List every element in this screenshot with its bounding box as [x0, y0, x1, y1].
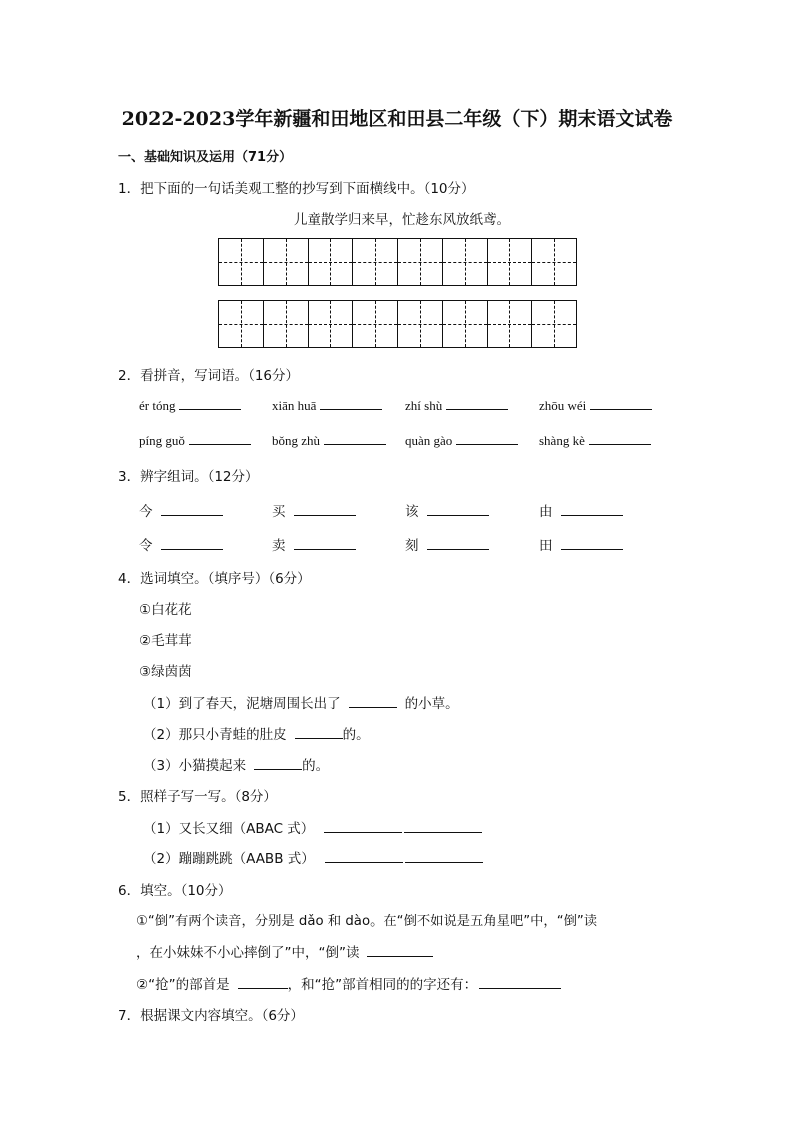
answer-line[interactable] — [456, 443, 518, 445]
char-item: 卖 — [272, 534, 356, 554]
char-item: 刻 — [405, 534, 489, 554]
answer-line[interactable] — [479, 987, 561, 989]
question-3-label: 3．辨字组词。（12分） — [118, 469, 259, 485]
fill-sentence-2: （2）那只小青蛙的肚皮 的。 — [143, 727, 370, 743]
pinyin-item: quàn gào — [405, 433, 518, 449]
answer-line[interactable] — [295, 737, 343, 739]
char-item: 令 — [139, 534, 223, 554]
pinyin-item: zhí shù — [405, 398, 508, 414]
example-1: （1）又长又细（ABAC 式） — [143, 817, 482, 837]
option-3: ③绿茵茵 — [139, 664, 192, 680]
answer-line[interactable] — [561, 548, 623, 550]
option-1: ①白花花 — [139, 602, 192, 618]
question-2-label: 2．看拼音，写词语。（16分） — [118, 368, 300, 384]
answer-line[interactable] — [349, 706, 397, 708]
char-item: 买 — [272, 500, 356, 520]
question-1-label: 1．把下面的一句话美观工整的抄写到下面横线中。（10分） — [118, 181, 475, 197]
answer-line[interactable] — [189, 443, 251, 445]
fill-sentence-1: （1）到了春天，泥塘周围长出了 的小草。 — [143, 696, 459, 712]
answer-line[interactable] — [294, 548, 356, 550]
answer-line[interactable] — [320, 408, 382, 410]
page-title: 2022-2023学年新疆和田地区和田县二年级（下）期末语文试卷 — [121, 108, 673, 130]
pinyin-item: bǒng zhù — [272, 433, 386, 449]
section-heading: 一、基础知识及运用（71分） — [118, 150, 293, 165]
answer-line[interactable] — [367, 955, 433, 957]
answer-line[interactable] — [324, 443, 386, 445]
answer-line[interactable] — [324, 831, 402, 833]
question-7-label: 7．根据课文内容填空。（6分） — [118, 1008, 304, 1024]
answer-line[interactable] — [561, 514, 623, 516]
question-5-label: 5．照样子写一写。（8分） — [118, 789, 277, 805]
answer-line[interactable] — [238, 987, 288, 989]
answer-line[interactable] — [590, 408, 652, 410]
writing-grid-1[interactable] — [218, 238, 577, 286]
pinyin-item: ér tóng — [139, 398, 241, 414]
pinyin-item: píng guǒ — [139, 433, 251, 449]
pinyin-item: shàng kè — [539, 433, 651, 449]
answer-line[interactable] — [179, 408, 241, 410]
answer-line[interactable] — [161, 514, 223, 516]
answer-line[interactable] — [254, 768, 302, 770]
answer-line[interactable] — [589, 443, 651, 445]
pinyin-item: zhōu wéi — [539, 398, 652, 414]
fill-line-2: ，在小妹妹不小心摔倒了”中，“倒”读 — [136, 941, 433, 961]
answer-line[interactable] — [325, 861, 403, 863]
pinyin-item: xiān huā — [272, 398, 382, 414]
char-item: 该 — [405, 500, 489, 520]
answer-line[interactable] — [446, 408, 508, 410]
answer-line[interactable] — [427, 548, 489, 550]
fill-line-1: ①“倒”有两个读音，分别是 dǎo 和 dào。在“倒不如说是五角星吧”中，“倒”读 — [136, 914, 598, 929]
copy-sentence: 儿童散学归来早，忙趁东风放纸鸢。 — [294, 212, 510, 228]
example-2: （2）蹦蹦跳跳（AABB 式） — [143, 847, 483, 867]
option-2: ②毛茸茸 — [139, 633, 192, 649]
answer-line[interactable] — [427, 514, 489, 516]
fill-line-3: ②“抢”的部首是 ，和“抢”部首相同的的字还有： — [136, 973, 561, 993]
char-item: 今 — [139, 500, 223, 520]
writing-grid-2[interactable] — [218, 300, 577, 348]
answer-line[interactable] — [161, 548, 223, 550]
question-4-label: 4．选词填空。（填序号）（6分） — [118, 571, 311, 587]
answer-line[interactable] — [405, 861, 483, 863]
answer-line[interactable] — [404, 831, 482, 833]
answer-line[interactable] — [294, 514, 356, 516]
question-6-label: 6．填空。（10分） — [118, 883, 232, 899]
char-item: 由 — [539, 500, 623, 520]
char-item: 田 — [539, 534, 623, 554]
fill-sentence-3: （3）小猫摸起来 的。 — [143, 758, 330, 774]
